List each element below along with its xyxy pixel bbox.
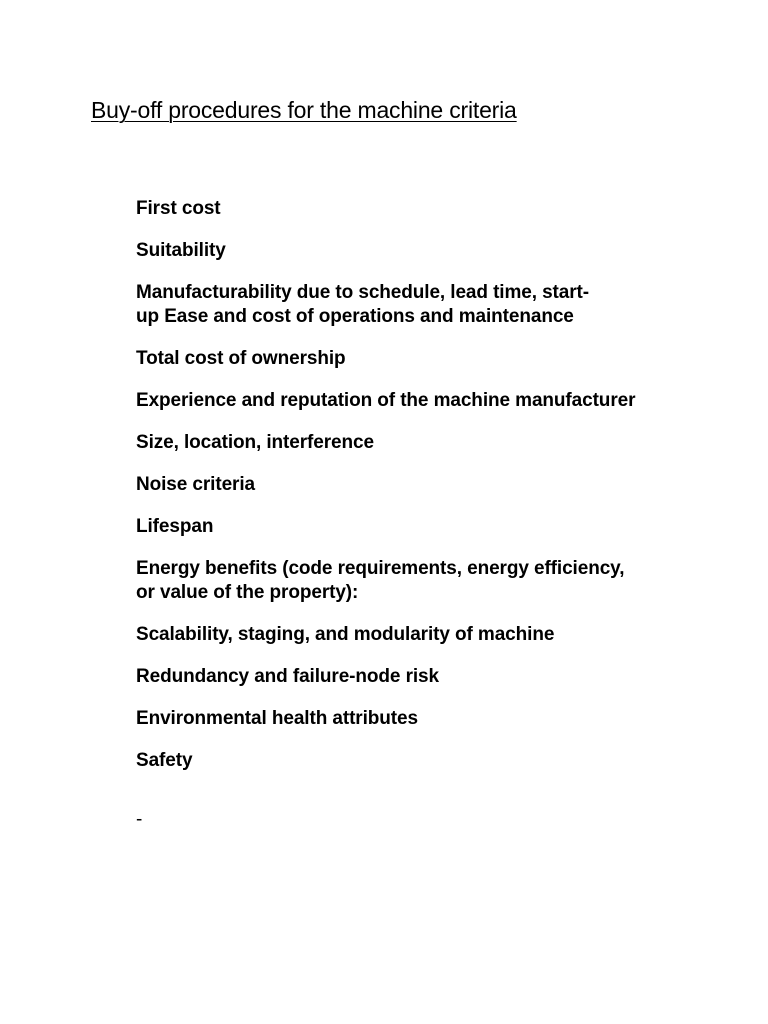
criteria-item: Suitability — [136, 240, 226, 261]
criteria-item: Lifespan — [136, 516, 214, 537]
criteria-item: Noise criteria — [136, 474, 255, 495]
criteria-item: Size, location, interference — [136, 432, 374, 453]
criteria-item: Scalability, staging, and modularity of machine — [136, 624, 555, 645]
trailing-dash: - — [136, 809, 143, 830]
criteria-item: Manufacturability due to schedule, lead time, start- up Ease and cost of operations and maintenance — [136, 282, 589, 327]
criteria-item: First cost — [136, 198, 221, 219]
criteria-item: Experience and reputation of the machine manufacturer — [136, 390, 636, 411]
criteria-list — [136, 197, 696, 791]
criteria-item: Energy benefits (code requirements, energy efficiency, or value of the property): — [136, 558, 625, 603]
criteria-item: Redundancy and failure-node risk — [136, 666, 439, 687]
criteria-item: Safety — [136, 750, 193, 771]
criteria-item: Environmental health attributes — [136, 708, 418, 729]
criteria-item: Total cost of ownership — [136, 348, 346, 369]
page-title: Buy-off procedures for the machine criteria — [91, 97, 517, 123]
